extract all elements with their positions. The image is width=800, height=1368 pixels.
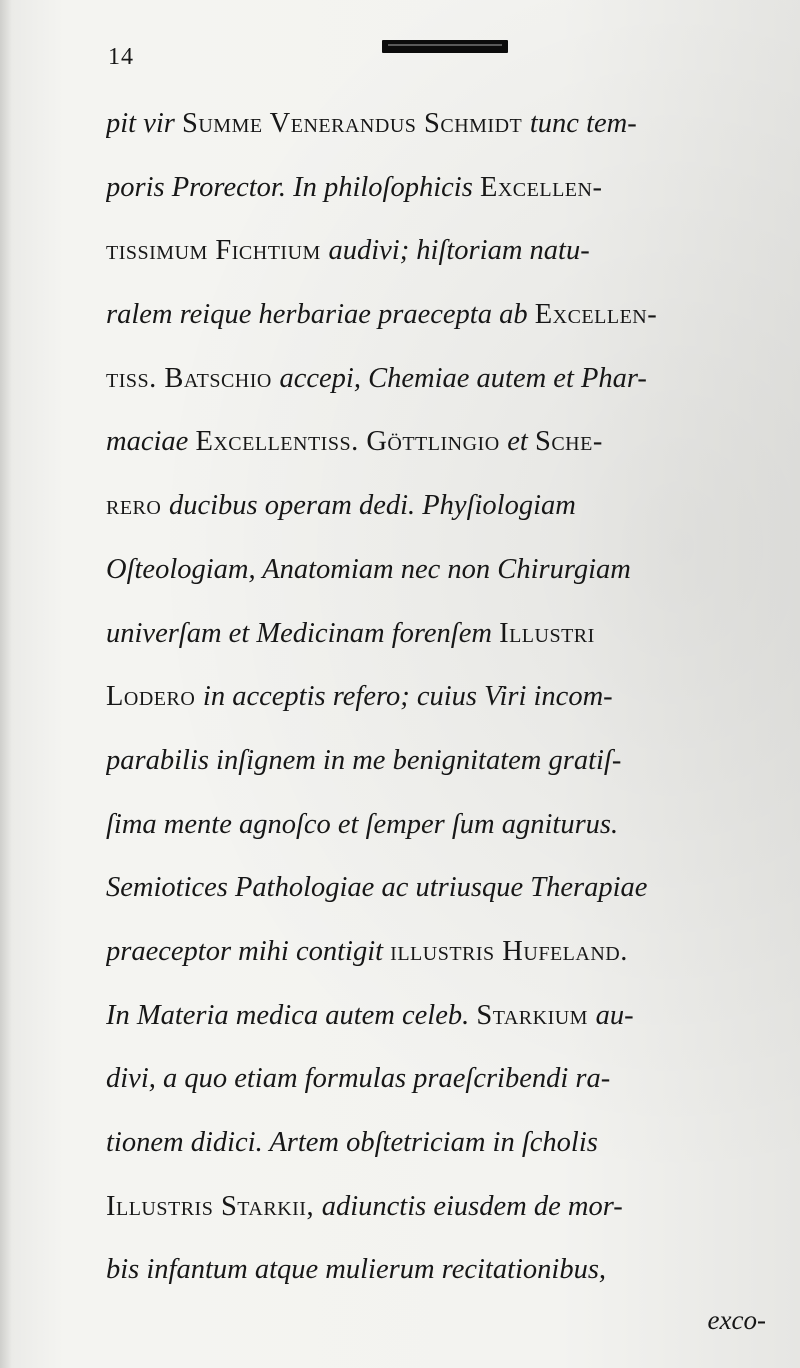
small-caps-name: Lodero	[106, 681, 203, 713]
text-line	[106, 602, 796, 666]
small-caps-name: rero	[106, 490, 169, 522]
catchword: exco-	[707, 1305, 766, 1335]
italic-text: ſima mente agnoſco et ſemper ſum agniturus.	[106, 808, 619, 840]
text-line	[106, 156, 796, 220]
header-ornament-rule	[382, 40, 508, 53]
text-line	[106, 92, 796, 156]
small-caps-name: Excellentiss. Göttlingio	[195, 426, 508, 458]
italic-text: tunc tem-	[529, 108, 637, 139]
text-line	[106, 1111, 796, 1175]
italic-text: tionem didici. Artem obſtetriciam in ſcholis	[106, 1127, 598, 1158]
italic-text: et	[507, 426, 535, 458]
italic-text: audivi; hiſtoriam natu-	[328, 235, 590, 267]
text-line	[106, 1175, 796, 1239]
text-line	[106, 920, 796, 984]
text-line	[106, 665, 796, 729]
text-line	[106, 283, 796, 347]
italic-text: Oſteologiam, Anatomiam nec non Chirurgiam	[106, 553, 631, 585]
text-line	[106, 793, 796, 857]
italic-text: maciae	[106, 426, 196, 458]
small-caps-name: tissimum Fichtium	[106, 235, 329, 267]
text-line	[106, 856, 796, 920]
text-line	[106, 410, 796, 474]
small-caps-name: Excellen-	[479, 171, 603, 203]
italic-text: au-	[595, 999, 634, 1031]
text-line	[106, 474, 796, 538]
italic-text: ralem reique herbariae praecepta ab	[106, 299, 535, 331]
italic-text: divi, a quo etiam formulas praeſcribendi ra-	[106, 1063, 611, 1095]
text-line	[106, 1238, 796, 1302]
italic-text: poris Prorector. In philoſophicis	[106, 171, 480, 203]
italic-text: adiunctis eiusdem de mor-	[321, 1190, 623, 1222]
italic-text: bis infantum atque mulierum recitationibus,	[106, 1254, 607, 1286]
italic-text: praeceptor mihi contigit	[106, 935, 391, 967]
small-caps-name: tiss. Batschio	[106, 362, 280, 394]
small-caps-name: Sche-	[534, 426, 603, 458]
text-line	[106, 347, 796, 411]
italic-text: univerſam et Medicinam forenſem	[106, 617, 500, 649]
italic-text: parabilis inſignem in me benignitatem gratiſ-	[106, 744, 622, 776]
text-line	[106, 729, 796, 793]
small-caps-name: Summe Venerandus Schmidt	[182, 108, 530, 139]
italic-text: Semiotices Pathologiae ac utriusque Therapiae	[106, 872, 648, 904]
small-caps-name: Illustri	[499, 617, 595, 649]
page-edge-shadow	[0, 0, 12, 1368]
text-line	[106, 219, 796, 283]
italic-text: In Materia medica autem celeb.	[106, 999, 477, 1031]
body-text	[106, 92, 796, 1302]
italic-text: pit vir	[106, 108, 182, 139]
italic-text: in acceptis refero; cuius Viri incom-	[202, 681, 613, 713]
small-caps-name: illustris Hufeland.	[390, 935, 628, 967]
italic-text: accepi, Chemiae autem et Phar-	[279, 362, 647, 394]
text-line	[106, 1047, 796, 1111]
small-caps-name: Starkium	[476, 999, 596, 1031]
italic-text: ducibus operam dedi. Phyſiologiam	[168, 490, 576, 522]
small-caps-name: Illustris Starkii,	[106, 1190, 322, 1222]
page-number: 14	[108, 44, 134, 70]
text-line	[106, 538, 796, 602]
text-line	[106, 984, 796, 1048]
small-caps-name: Excellen-	[534, 299, 658, 331]
